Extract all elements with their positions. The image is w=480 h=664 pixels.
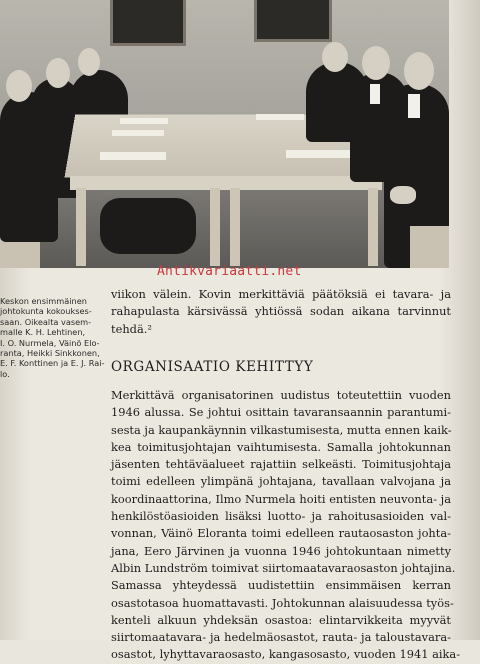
text-line: toimi edelleen ylimpänä johtajana, tavallaan valvojana ja [111,474,451,489]
table-paper [286,150,356,158]
caption-line: Keskon ensimmäinen [0,296,87,306]
person-5-head [362,46,390,80]
text-line: jana, Eero Järvinen ja vuonna 1946 johtokuntaan nimetty [111,543,451,558]
person-2-head [46,58,70,88]
person-6-hand [390,186,416,204]
text-line: henkilöstöasioiden lisäksi luotto- ja rahoitusasioiden val- [111,509,451,524]
table-edge [70,176,382,190]
table-leg [76,188,86,266]
caption-line: ranta, Heikki Sinkkonen, [0,348,100,359]
text-line: vonnan, Väinö Eloranta toimi edelleen rautaosaston johta- [111,526,451,541]
section-heading: ORGANISAATIO KEHITTYY [111,359,314,375]
wall-painting-left [110,0,186,46]
table-leg [230,188,240,266]
text-line: Merkittävä organisatorinen uudistus toteutettiin vuoden [111,388,451,402]
caption-line: E. F. Konttinen ja E. J. Rai- [0,358,105,369]
person-4-head [322,42,348,72]
table-leg [210,188,220,266]
text-line: sesta ja kaupankäynnin vilkastumisesta, mutta ennen kaik- [111,422,452,437]
caption-line: lo. [0,368,10,379]
photo-caption [0,296,104,379]
text-line: Samassa yhteydessä uudistettiin ensimmäisen kerran [111,578,451,593]
table-paper [112,130,164,136]
text-line: rahapulasta kärsivässä yhtiössä sodan aikana tarvinnut [111,304,451,319]
text-line: viikon välein. Kovin merkittäviä päätöksiä ei tavara- ja [111,287,451,301]
caption-line: malle K. H. Lehtinen, [0,327,86,338]
board-meeting-photo [0,0,449,268]
text-line: koordinaattorina, Ilmo Nurmela hoiti entisten neuvonta- ja [111,491,451,506]
text-line: kea toimitusjohtajan vaihtumisesta. Samalla johtokunnan [111,439,451,454]
caption-line: saan. Oikealta vasem- [0,316,92,327]
person-6-shirt [408,94,420,118]
text-line: osastot, lyhyttavaraosasto, kangasosasto, vuoden 1941 aika- [111,647,461,662]
text-line: jäsenten tehtäväalueet rajattiin selkeästi. Toimitusjohtaja [111,457,451,472]
table-leg [368,188,378,266]
person-6-head [404,52,434,90]
person-5-shirt [370,84,380,104]
text-line: Albin Lundström toimivat siirtomaatavaraosaston johtajina. [111,560,456,575]
section-body [111,387,461,664]
text-line: tehdä.² [111,321,152,336]
text-line: siirtomaatavara- ja hedelmäosastot, rauta- ja taloustavara- [111,630,451,645]
text-line: 1946 alussa. Se johtui osittain tavaransaannin parantumi- [111,405,451,420]
watermark-text: Antikvariaatti.net [157,264,302,279]
text-line: kenteli alkuun yhdeksän osastoa: elintarvikkeita myyvät [111,612,451,627]
table-paper [100,152,166,160]
wall-painting-right [254,0,332,42]
caption-line: I. O. Nurmela, Väinö Elo- [0,337,100,348]
text-line: osastotasoa huomattavasti. Johtokunnan alaisuudessa työs- [111,595,454,610]
person-1-head [6,70,32,102]
chair-right [410,226,449,268]
caption-line: johtokunta kokoukses- [0,306,92,317]
table-paper [256,114,304,120]
table-paper [120,118,168,124]
legs-under-table [100,198,196,254]
intro-paragraph [111,286,451,338]
person-3-head [78,48,100,76]
